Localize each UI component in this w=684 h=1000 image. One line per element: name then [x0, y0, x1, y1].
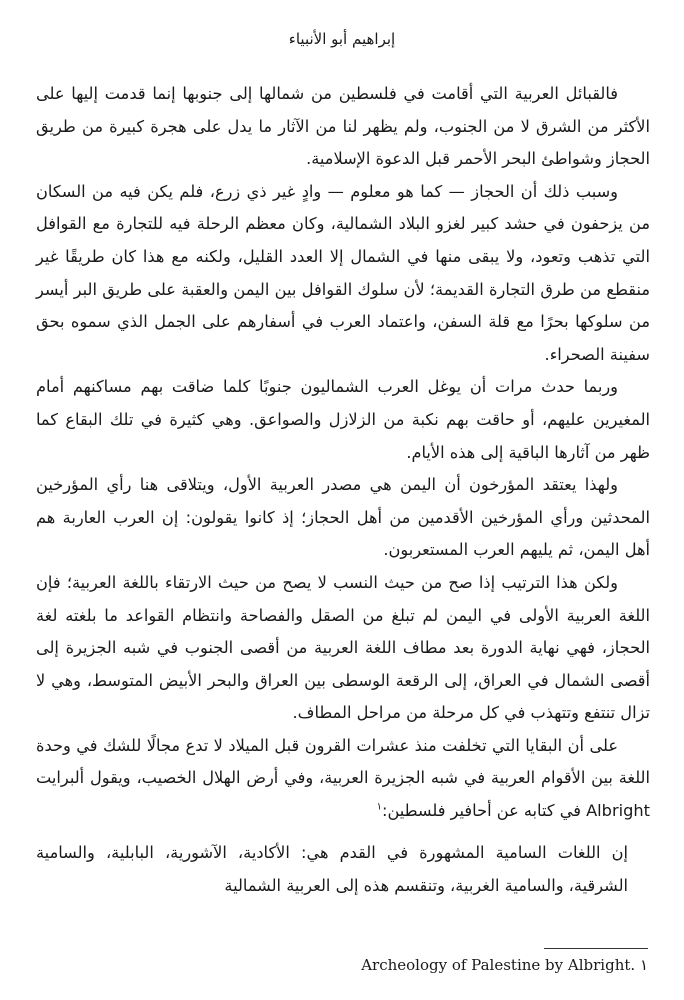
block-quote [36, 836, 628, 902]
paragraph-1: فالقبائل العربية التي أقامت في فلسطين من شمالها إلى جنوبها إنما قدمت إليها على الأكثر من الشرق لا من الجنوب، ولم يظهر لنا من الآثار ما يدل على هجرة كبيرة من طريق الحجاز وشواطئ البحر الأحمر قبل الدعوة الإسلامية. [36, 84, 650, 169]
footnote [361, 956, 648, 974]
paragraph-6-text: على أن البقايا التي تخلفت منذ عشرات القرون قبل الميلاد لا تدع مجالًا للشك في وحدة اللغة بين الأقوام العربية في شبه الجزيرة العربية، وفي أرض الهلال الخصيب، ويقول ألبرايت Albright في كتابه عن أحافير فلسطين: [36, 735, 650, 821]
footnote-reference[interactable]: ١ [376, 801, 382, 813]
footnote-text: Archeology of Palestine by Albright. [361, 956, 636, 974]
paragraph-4: ولهذا يعتقد المؤرخون أن اليمن هي مصدر العربية الأول، ويتلاقى هنا رأي المؤرخين المحدثين ورأي المؤرخين الأقدمين من أهل الحجاز؛ إذ كانوا يقولون: إن العرب العاربة هم أهل اليمن، ثم يليهم العرب المستعربون. [36, 475, 650, 560]
footnote-divider [544, 948, 648, 949]
body-text [36, 78, 650, 828]
running-header: إبراهيم أبو الأنبياء [288, 30, 396, 48]
paragraph-6 [36, 730, 650, 828]
paragraph-2: وسبب ذلك أن الحجاز — كما هو معلوم — وادٍ غير ذي زرع، فلم يكن فيه من السكان من يزحفون في حشد كبير لغزو البلاد الشمالية، وكان معظم الرحلة فيه للتجارة مع القوافل التي تذهب وتعود، ولا يبقى منها في الشمال إلا العدد القليل، ولكنه مع هذا كان طريقًا غير منقطع من طرق التجارة القديمة؛ لأن سلوك القوافل بين اليمن والعقبة على طريق البر أيسر من سلوكها بحرًا مع قلة السفن، واعتماد العرب في أسفارهم على الجمل الذي سموه بحق سفينة الصحراء. [36, 181, 650, 364]
quote-text: إن اللغات السامية المشهورة في القدم هي: الأكادية، الآشورية، البابلية، والسامية الشرقية، والسامية الغربية، وتنقسم هذه إلى العربية الشمالية [36, 843, 628, 895]
paragraph-5: ولكن هذا الترتيب إذا صح من حيث النسب لا يصح من حيث الارتقاء باللغة العربية؛ فإن اللغة العربية الأولى في اليمن لم تبلغ من الصقل والفصاحة وانتظام القواعد ما بلغته لغة الحجاز، فهي نهاية الدورة بعد مطاف اللغة العربية من أقصى الجنوب في شبه الجزيرة إلى أقصى الشمال في العراق، إلى الرقعة الوسطى بين العراق والبحر الأبيض المتوسط، وهي لا تزال تنتفع وتتهذب في كل مرحلة من مراحل المطاف. [36, 572, 650, 723]
paragraph-3: وربما حدث مرات أن يوغل العرب الشماليون جنوبًا كلما ضاقت بهم مساكنهم أمام المغيرين عليهم، أو حاقت بهم نكبة من الزلازل والصواعق. وهي كثيرة في تلك البقاع كما ظهر من آثارها الباقية إلى هذه الأيام. [36, 377, 650, 462]
footnote-marker: ١ [639, 956, 648, 974]
